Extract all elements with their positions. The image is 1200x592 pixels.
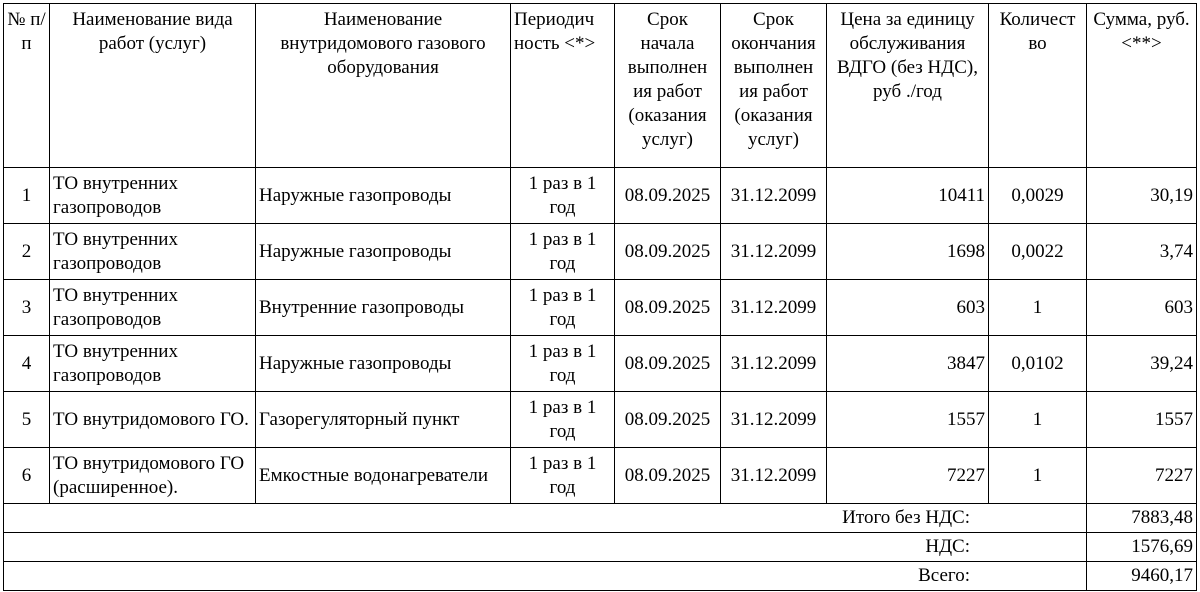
totals-row [4, 504, 1197, 533]
cell-quantity: 0,0102 [989, 336, 1087, 392]
cell-periodicity: 1 раз в 1 год [511, 392, 615, 448]
totals-value: 7883,48 [1087, 504, 1197, 533]
cell-start-date: 08.09.2025 [615, 168, 721, 224]
table-row [4, 280, 1197, 336]
cell-end-date: 31.12.2099 [721, 168, 827, 224]
header-periodicity: Периодич ность <*> [511, 4, 615, 168]
cell-unit-price: 1698 [827, 224, 989, 280]
cell-periodicity: 1 раз в 1 год [511, 280, 615, 336]
cell-unit-price: 7227 [827, 448, 989, 504]
totals-label: НДС: [4, 533, 1087, 562]
cell-unit-price: 3847 [827, 336, 989, 392]
cell-equipment: Газорегуляторный пункт [256, 392, 511, 448]
header-equipment: Наименование внутридомового газового оборудования [256, 4, 511, 168]
cell-work: ТО внутридомового ГО (расширенное). [50, 448, 256, 504]
cell-end-date: 31.12.2099 [721, 448, 827, 504]
header-row [4, 4, 1197, 168]
totals-value: 9460,17 [1087, 562, 1197, 591]
totals-value: 1576,69 [1087, 533, 1197, 562]
table-body [4, 4, 1197, 591]
cell-unit-price: 10411 [827, 168, 989, 224]
header-work: Наименование вида работ (услуг) [50, 4, 256, 168]
cell-end-date: 31.12.2099 [721, 336, 827, 392]
header-quantity: Количест во [989, 4, 1087, 168]
cell-unit-price: 1557 [827, 392, 989, 448]
cell-work: ТО внутридомового ГО. [50, 392, 256, 448]
cell-periodicity: 1 раз в 1 год [511, 448, 615, 504]
cell-sum: 3,74 [1087, 224, 1197, 280]
header-unit-price: Цена за единицу обслуживания ВДГО (без НДС), руб ./год [827, 4, 989, 168]
table-row [4, 392, 1197, 448]
header-start-date: Срок начала выполнен ия работ (оказания услуг) [615, 4, 721, 168]
cell-start-date: 08.09.2025 [615, 392, 721, 448]
cell-num: 4 [4, 336, 50, 392]
cell-start-date: 08.09.2025 [615, 280, 721, 336]
cell-periodicity: 1 раз в 1 год [511, 224, 615, 280]
cell-end-date: 31.12.2099 [721, 224, 827, 280]
cell-num: 6 [4, 448, 50, 504]
cell-quantity: 1 [989, 280, 1087, 336]
cell-num: 3 [4, 280, 50, 336]
cell-sum: 7227 [1087, 448, 1197, 504]
cell-unit-price: 603 [827, 280, 989, 336]
cell-start-date: 08.09.2025 [615, 336, 721, 392]
cell-equipment: Внутренние газопроводы [256, 280, 511, 336]
cell-work: ТО внутренних газопроводов [50, 168, 256, 224]
cell-sum: 30,19 [1087, 168, 1197, 224]
cell-work: ТО внутренних газопроводов [50, 336, 256, 392]
cell-end-date: 31.12.2099 [721, 392, 827, 448]
cell-num: 2 [4, 224, 50, 280]
services-table [3, 3, 1197, 591]
table-row [4, 224, 1197, 280]
header-sum: Сумма, руб. <**> [1087, 4, 1197, 168]
cell-quantity: 1 [989, 392, 1087, 448]
cell-work: ТО внутренних газопроводов [50, 224, 256, 280]
cell-sum: 603 [1087, 280, 1197, 336]
cell-periodicity: 1 раз в 1 год [511, 336, 615, 392]
header-num: № п/п [4, 4, 50, 168]
totals-label: Всего: [4, 562, 1087, 591]
totals-label: Итого без НДС: [4, 504, 1087, 533]
totals-row [4, 562, 1197, 591]
table-row [4, 168, 1197, 224]
table-row [4, 448, 1197, 504]
cell-equipment: Наружные газопроводы [256, 336, 511, 392]
table-row [4, 336, 1197, 392]
totals-row [4, 533, 1197, 562]
cell-periodicity: 1 раз в 1 год [511, 168, 615, 224]
cell-equipment: Емкостные водонагреватели [256, 448, 511, 504]
cell-equipment: Наружные газопроводы [256, 224, 511, 280]
cell-equipment: Наружные газопроводы [256, 168, 511, 224]
cell-work: ТО внутренних газопроводов [50, 280, 256, 336]
cell-quantity: 0,0022 [989, 224, 1087, 280]
cell-start-date: 08.09.2025 [615, 448, 721, 504]
cell-start-date: 08.09.2025 [615, 224, 721, 280]
cell-sum: 1557 [1087, 392, 1197, 448]
cell-num: 5 [4, 392, 50, 448]
header-end-date: Срок окончания выполнен ия работ (оказания услуг) [721, 4, 827, 168]
cell-end-date: 31.12.2099 [721, 280, 827, 336]
cell-sum: 39,24 [1087, 336, 1197, 392]
cell-quantity: 1 [989, 448, 1087, 504]
cell-quantity: 0,0029 [989, 168, 1087, 224]
cell-num: 1 [4, 168, 50, 224]
